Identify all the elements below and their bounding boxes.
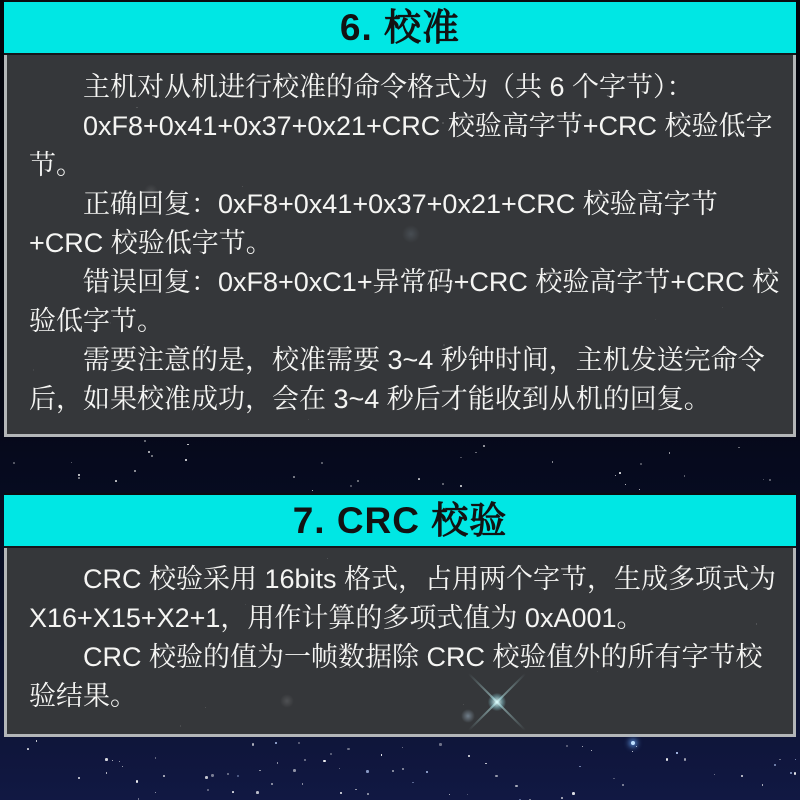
section-crc-body (4, 548, 796, 737)
star-dot (106, 772, 108, 774)
star-dot (769, 479, 771, 481)
star-dot (615, 475, 616, 476)
star-dot (676, 752, 677, 753)
star-dot (144, 440, 146, 442)
star-dot (367, 793, 369, 795)
star-dot (256, 791, 259, 794)
star-dot (339, 768, 340, 769)
star-dot (392, 770, 394, 772)
star-dot (312, 490, 313, 491)
paragraph-error-reply: 错误回复：0xF8+0xC1+异常码+CRC 校验高字节+CRC 校验低字节。 (29, 267, 780, 336)
star-dot (71, 462, 72, 463)
star-dot (298, 742, 300, 744)
star-dot (275, 742, 277, 744)
paragraph-crc-scope: CRC 校验的值为一帧数据除 CRC 校验值外的所有字节校验结果。 (29, 642, 763, 711)
star-dot (78, 474, 80, 476)
section-crc-header (4, 493, 796, 548)
star-dot (271, 783, 273, 785)
star-dot (669, 452, 670, 453)
star-dot (495, 775, 497, 777)
star-dot (330, 753, 332, 755)
star-dot (78, 477, 80, 479)
star-dot (148, 451, 150, 453)
star-dot (151, 455, 153, 457)
star-dot (779, 759, 780, 760)
star-dot (78, 777, 80, 779)
star-dot (794, 772, 796, 774)
star-dot (449, 794, 450, 795)
star-dot (350, 485, 352, 487)
star-dot (402, 768, 404, 770)
star-dot (211, 774, 213, 776)
star-dot (277, 762, 279, 764)
star-dot (136, 780, 139, 783)
section-crc-title: 7. CRC 校验 (292, 500, 508, 541)
star-dot (475, 452, 477, 454)
star-dot (232, 791, 234, 793)
star-dot (155, 792, 157, 794)
star-dot (227, 773, 229, 775)
star-dot (561, 797, 563, 799)
star-dot (741, 775, 743, 777)
star-dot (639, 489, 640, 490)
star-dot (205, 776, 208, 779)
star-dot (155, 757, 156, 758)
star-dot (119, 761, 120, 762)
star-dot (237, 775, 239, 777)
star-dot (355, 789, 357, 791)
star-dot (714, 774, 716, 776)
star-dot (582, 746, 583, 747)
star-dot (418, 478, 420, 480)
star-dot (763, 479, 764, 480)
star-dot (112, 760, 113, 761)
star-dot (790, 772, 792, 774)
star-dot (666, 758, 668, 760)
star-dot (566, 745, 568, 747)
star-dot (134, 470, 136, 472)
star-dot (684, 475, 685, 476)
star-dot (381, 754, 382, 755)
star-dot (36, 740, 37, 741)
star-dot (293, 769, 296, 772)
star-dot (207, 789, 209, 791)
star-dot (27, 748, 29, 750)
paragraph-command-bytes: 0xF8+0x41+0x37+0x21+CRC 校验高字节+CRC 校验低字节。 (29, 111, 773, 180)
star-dot (625, 484, 626, 485)
section-calibration-title: 6. 校准 (339, 7, 461, 48)
star-dot (426, 771, 428, 773)
star-dot (762, 784, 764, 786)
star-dot (304, 759, 306, 761)
star-dot (340, 792, 342, 794)
star-dot (738, 447, 740, 449)
star-dot (366, 770, 368, 772)
star-dot (323, 760, 325, 762)
paragraph-correct-reply: 正确回复：0xF8+0x41+0x37+0x21+CRC 校验高字节+CRC 校验低字节。 (29, 189, 718, 258)
star-dot (439, 743, 441, 745)
star-dot (572, 792, 575, 795)
paragraph-command-format: 主机对从机进行校准的命令格式为（共 6 个字节）： (83, 72, 694, 102)
star-dot (105, 758, 108, 761)
paragraph-crc-format: CRC 校验采用 16bits 格式，占用两个字节，生成多项式为 X16+X15+X2+1，用作计算的多项式值为 0xA001。 (29, 564, 777, 633)
star-dot (460, 457, 461, 458)
section-calibration-header (4, 0, 796, 55)
star-dot (774, 764, 776, 766)
star-dot (483, 445, 485, 447)
star-dot (632, 751, 633, 752)
star-dot (402, 747, 404, 749)
star-dot (795, 759, 796, 760)
star-dot (467, 794, 468, 795)
star-dot (515, 785, 517, 787)
star-dot (579, 766, 580, 767)
star-dot (259, 770, 261, 772)
star-dot (468, 755, 470, 757)
star-dot (485, 763, 487, 765)
star-dot (302, 783, 303, 784)
section-calibration-body (4, 55, 796, 437)
star-dot (591, 750, 592, 751)
star-dot (412, 782, 414, 784)
star-dot (187, 444, 188, 445)
star-dot (619, 472, 621, 474)
star-dot (321, 462, 323, 464)
star-dot (357, 480, 359, 482)
star-dot (442, 483, 444, 485)
star-dot (684, 758, 686, 760)
star-dot (636, 746, 637, 747)
star-dot (552, 461, 553, 462)
paragraph-calibration-note: 需要注意的是，校准需要 3~4 秒钟时间，主机发送完命令后，如果校准成功，会在 3~4 秒后才能收到从机的回复。 (29, 345, 765, 414)
star-dot (252, 743, 254, 745)
star-dot (640, 463, 642, 465)
section-crc (0, 493, 800, 737)
star-dot (13, 462, 15, 464)
star-dot (115, 480, 117, 482)
star-dot (163, 775, 165, 777)
star-dot (613, 778, 615, 780)
star-dot (460, 485, 462, 487)
star-dot (293, 476, 295, 478)
star-dot (185, 459, 187, 461)
star-dot (122, 766, 124, 768)
star-dot (622, 784, 624, 786)
star-dot (347, 748, 349, 750)
